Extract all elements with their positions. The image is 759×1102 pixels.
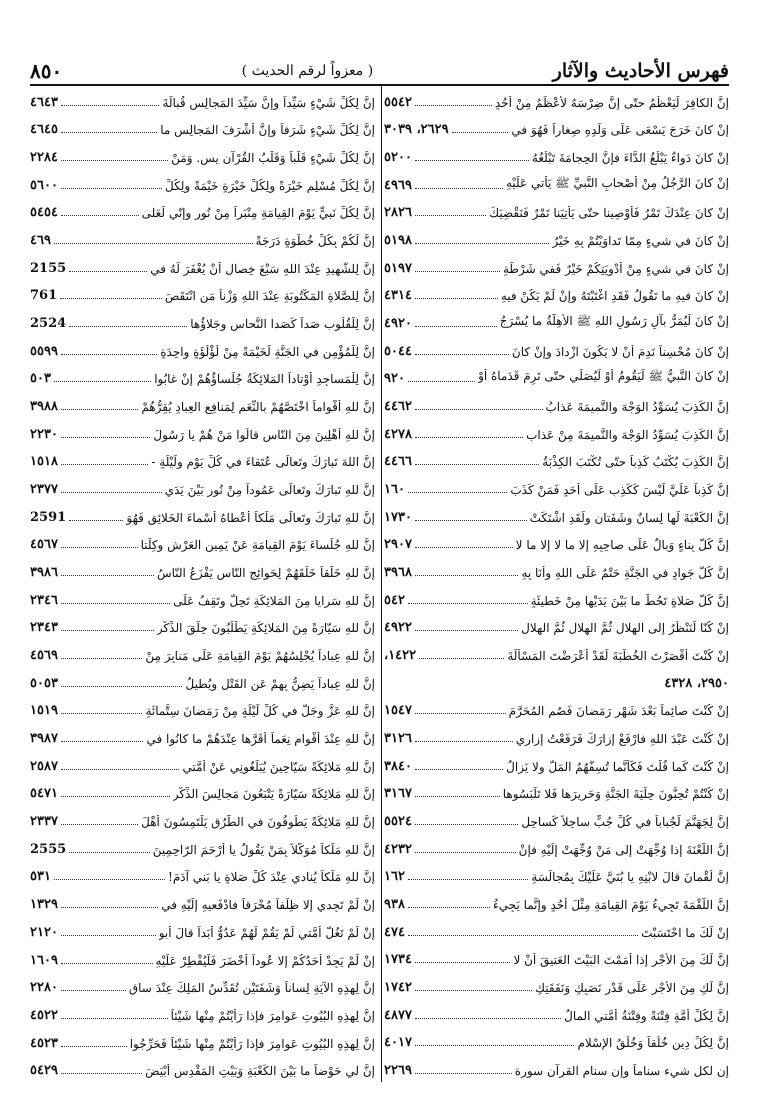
- hadith-number: ٢٣٣٧: [30, 814, 58, 830]
- index-entry: [384, 529, 729, 557]
- hadith-number: ٣٨٤٠: [384, 758, 412, 774]
- index-entry: [384, 833, 729, 861]
- dot-leader: [61, 354, 157, 355]
- header-subtitle: ( معزواً لرقم الحديث ): [241, 63, 374, 79]
- hadith-incipit: إنَّ لِلْقُلُوبِ صَداً كَصَدا النُّحاسِ وجَلاؤُها: [190, 317, 375, 332]
- index-entry: [30, 363, 375, 391]
- index-entry: [384, 418, 729, 446]
- hadith-number: ٤٩٦٩: [384, 177, 412, 193]
- index-entry: [30, 833, 375, 861]
- hadith-number: ٢٢٨٤: [30, 150, 58, 166]
- hadith-number-continuation: [384, 667, 729, 695]
- hadith-number: ٢٩٥٠، ٤٣٢٨: [664, 675, 729, 691]
- dot-leader: [61, 132, 157, 133]
- hadith-number: ١٧٤٢: [384, 980, 412, 995]
- index-entry: [30, 667, 375, 695]
- hadith-incipit: إنَّ كُلَّ صَلاةٍ تَحُطُّ ما بَيْنَ يَدَيْها مِنْ خَطيئَةٍ: [530, 593, 729, 608]
- hadith-number: ١٦٢: [384, 869, 405, 885]
- hadith-number: ١٣٢٩: [30, 897, 58, 913]
- index-entry: [384, 971, 729, 999]
- hadith-incipit: إنْ كُنْتَ أقْصَرْتَ الخُطْبَةَ لَقَدْ أعْرَضْتَ المَسْأَلَةَ: [507, 649, 729, 664]
- index-entry: [30, 722, 375, 750]
- hadith-number: ٥٥٤٢: [384, 94, 412, 110]
- dot-leader: [408, 879, 528, 880]
- hadith-number: ٤٧٤: [384, 924, 405, 940]
- index-entry: [30, 307, 375, 335]
- index-entry: [384, 750, 729, 778]
- index-entry: [30, 1027, 375, 1055]
- hadith-number: ٤٩٢٢: [384, 620, 412, 636]
- hadith-incipit: إنَّ للهِ عَزَّ وجَلَّ في كُلِّ لَيْلَةٍ مِنْ رَمَضانَ سِتَّمائَةِ: [145, 704, 375, 719]
- hadith-incipit: إنَّ لِلْمَساجِدِ أوْتاداً المَلائِكَةُ جُلَساؤُهُمْ إنْ غابُوا: [154, 372, 375, 387]
- index-entry: [384, 307, 729, 335]
- index-entry: [384, 639, 729, 667]
- hadith-number: 761: [30, 288, 58, 304]
- index-entry: [384, 805, 729, 833]
- dot-leader: [60, 298, 162, 299]
- index-entry: [30, 612, 375, 640]
- index-entry: [30, 224, 375, 252]
- dot-leader: [415, 824, 518, 825]
- hadith-incipit: إنْ كانَ في شيءٍ مِنْ أَدْوِيَتِكُمْ خَيْرٌ فَفي شَرْطَةِ: [502, 261, 729, 276]
- hadith-number: 2591: [30, 509, 67, 525]
- hadith-number: 2155: [30, 260, 67, 276]
- hadith-number: ٤٥٢٣: [30, 1035, 58, 1051]
- hadith-incipit: إنَّ لِكُلِّ دِينٍ خُلُقاً وَخُلُقُ الإسْلامِ: [577, 1036, 729, 1051]
- dot-leader: [61, 464, 148, 465]
- index-entry: [384, 363, 729, 391]
- index-entry: [384, 169, 729, 197]
- hadith-number: ٥٢٠٠: [384, 150, 412, 166]
- hadith-incipit: إنْ كانَ عِنْدَكَ تَمْرٌ فَأَوْصِينا حتّى يَأْتِيَنا تَمْرٌ فَنَقْضِيَكَ: [489, 206, 729, 221]
- index-entry: [30, 418, 375, 446]
- dot-leader: [61, 658, 142, 659]
- index-entry: [30, 639, 375, 667]
- hadith-incipit: إنَّ الكَذِبَ يُسَوِّدُ الوَجْهَ والنَّميمَةَ مِنْ عَذابِ: [526, 427, 729, 442]
- dot-leader: [415, 105, 492, 106]
- index-entry: [30, 252, 375, 280]
- hadith-number: ٥٥٢٤: [384, 813, 412, 829]
- hadith-incipit: إنَّ لِلشَّهيدِ عِنْدَ اللهِ سَبْعَ خِصالٍ أنْ يُغْفَرَ لَهُ في: [150, 261, 375, 276]
- dot-leader: [61, 935, 156, 936]
- dot-leader: [419, 658, 504, 659]
- dot-leader: [61, 188, 162, 189]
- hadith-incipit: إن لكل شيء سناماً وإن سنام القرآن سورة: [514, 1064, 729, 1079]
- index-entry: [384, 141, 729, 169]
- hadith-number: ٤٥٢٢: [30, 1007, 58, 1023]
- hadith-incipit: إنَّ الكَعْبَةَ لَها لِسانٌ وشَفَتانِ ولَقَدِ اشْتَكَتْ: [529, 510, 729, 525]
- hadith-incipit: إنَّ لِلصَّلاةِ المَكْتُوبَةِ عِنْدَ اللهِ وَزْناً مَنِ انْتَقَصَ: [164, 289, 375, 304]
- dot-leader: [408, 935, 638, 936]
- index-entry: [30, 999, 375, 1027]
- dot-leader: [69, 326, 187, 327]
- hadith-incipit: إنَّ الكَذِبَ يُسَوِّدُ الوَجْهَ والنَّميمَةَ عَذابُ: [545, 400, 729, 415]
- dot-leader: [61, 769, 180, 770]
- dot-leader: [452, 132, 509, 133]
- hadith-incipit: إنَّ كُلَّ جَوادٍ في الجَنَّةِ حَتْمٌ عَلَى اللهِ وأنَا بِهِ: [521, 566, 729, 581]
- hadith-number: ٥٠٤٤: [384, 343, 412, 359]
- dot-leader: [69, 852, 150, 853]
- hadith-incipit: إنْ كانَ النَّبيُّ ﷺ لَيَقُومُ أَوْ لَيُصَلِّي حتّى تَرِمَ قَدَماهُ أَوْ: [478, 369, 729, 384]
- dot-leader: [61, 215, 139, 216]
- hadith-number: ٥١٩٨: [384, 233, 412, 249]
- dot-leader: [61, 1073, 142, 1074]
- hadith-incipit: إنَّ للهِ مَلَكاً يُنادي عِنْدَ كُلِّ صَلاةٍ يا بَني آدَمَ!: [168, 870, 375, 885]
- hadith-incipit: إنَّ لَكَ مِنَ الأجْرِ إذا أمَمْتَ البَيْتَ العَتيقَ أنْ لا: [513, 953, 729, 968]
- index-entry: [384, 197, 729, 225]
- hadith-incipit: إنَّ لِهذِهِ الآيَةِ لِساناً وَشَفَتَيْنِ تُقَدِّسُ المَلِكَ عِنْدَ ساقِ: [128, 981, 375, 996]
- hadith-number: ٣١٦٧: [384, 786, 412, 802]
- hadith-number: ٥٠٣: [30, 371, 51, 387]
- dot-leader: [415, 741, 513, 742]
- index-entry: [30, 501, 375, 529]
- hadith-number: ١٥١٩: [30, 703, 58, 719]
- hadith-incipit: إنَّ للهِ أقْواماً اخْتَصَّهُمْ بالنِّعَمِ لِمَنافِعِ العِبادِ يُقِرُّهُمْ: [141, 400, 375, 415]
- hadith-incipit: إنَّ للهِ خَلْقاً خَلَقَهُمْ لِحَوائِجِ النّاسِ يَفْزَعُ النّاسُ: [156, 566, 375, 581]
- index-entry: [384, 916, 729, 944]
- hadith-incipit: إنَّ اللهَ تَبارَكَ وتَعالَى عُتَقاءَ في كُلِّ يَوْمٍ ولَيْلَةٍ -: [151, 455, 375, 470]
- hadith-incipit: إنْ كانَ لَيُمَرُّ بآلِ رَسُولِ اللهِ ﷺ الأَهِلَّةُ ما يُسْرَجُ: [499, 314, 729, 329]
- hadith-number: ٢٢٨٠: [30, 980, 58, 996]
- index-entry: [384, 944, 729, 972]
- index-entry: [30, 473, 375, 501]
- index-entry: [30, 390, 375, 418]
- dot-leader: [61, 1018, 168, 1019]
- dot-leader: [415, 160, 529, 161]
- index-entry: [30, 1055, 375, 1083]
- hadith-number: ١٧٣٤: [384, 952, 412, 968]
- hadith-number: ٤٥٦٧: [30, 537, 58, 553]
- dot-leader: [61, 575, 154, 576]
- index-entry: [384, 695, 729, 723]
- dot-leader: [61, 105, 160, 106]
- dot-leader: [415, 575, 519, 576]
- hadith-incipit: إنَّ لَكُمْ بِكُلِّ خُطْوَةٍ دَرَجَةً: [255, 234, 375, 249]
- hadith-incipit: إنَّ للهِ عِباداً يَضِنُّ بِهِمْ عَنِ القَتْلِ ويُطيلُ: [185, 676, 375, 691]
- hadith-incipit: إنَّ كُلَّ بِناءٍ وَبالٌ عَلَى صاحِبِهِ إلا ما لا إلا ما لا: [515, 538, 729, 553]
- dot-leader: [408, 492, 507, 493]
- dot-leader: [415, 464, 539, 465]
- dot-leader: [61, 603, 170, 604]
- hadith-number: ٥٥٩٩: [30, 343, 58, 359]
- hadith-number: ٥٤٧١: [30, 786, 58, 802]
- hadith-number: ٣١٢٦: [384, 730, 412, 746]
- hadith-incipit: إنَّ لِكُلِّ مُسْلِمٍ خَيْرَةً ولِكُلِّ خَيْرَةٍ خَيْمَةً ولِكُلِّ: [165, 178, 375, 193]
- hadith-incipit: إنْ لَمْ تَجِدي إلا ظِلْفاً مُحْرَقاً فادْفَعيهِ إلَيْهِ في: [161, 898, 375, 913]
- index-entry: [30, 888, 375, 916]
- left-column: [30, 86, 375, 1082]
- hadith-number: ٢١٢٠: [30, 924, 58, 940]
- index-entry: [384, 556, 729, 584]
- hadith-number: ١٦٠: [384, 482, 405, 498]
- index-entry: [30, 86, 375, 114]
- hadith-number: ٢٢٦٩: [384, 1063, 412, 1079]
- dot-leader: [415, 990, 532, 991]
- hadith-incipit: إنَّ للهِ تَبارَكَ وتَعالَى عَمُوداً مِنْ نُورٍ بَيْنَ يَدَي: [164, 483, 375, 498]
- hadith-number: ٥١٩٧: [384, 260, 412, 276]
- dot-leader: [61, 1046, 127, 1047]
- index-entry: [384, 280, 729, 308]
- hadith-number: ٤٣١٤: [384, 288, 412, 304]
- dot-leader: [61, 713, 143, 714]
- dot-leader: [69, 520, 123, 521]
- hadith-incipit: إنَّ اللُّقْمَةَ تَجِيءُ يَوْمَ القِيامَةِ مِثْلَ أُحُدٍ وإنَّما يَجِيءُ: [493, 897, 729, 912]
- dot-leader: [415, 326, 497, 327]
- hadith-incipit: إنْ كُنّا لَنَنْظُرُ إلى الهِلالِ ثُمَّ الهِلالِ ثُمَّ الهِلالِ: [521, 621, 729, 636]
- hadith-number: ٢٢٣٠: [30, 426, 58, 442]
- index-entry: [30, 197, 375, 225]
- index-entry: [30, 861, 375, 889]
- hadith-incipit: إنْ كانَ فيهِ ما تَقُولُ فَقَدِ اغْتَبْتَهُ وإنْ لَمْ يَكُنْ فيهِ: [500, 289, 729, 304]
- dot-leader: [415, 852, 516, 853]
- dot-leader: [415, 1018, 561, 1019]
- hadith-incipit: إنَّ للهِ مَلائِكَةً يَطُوفُونَ في الطُّرُقِ يَلْتَمِسُونَ أهْلَ: [141, 815, 375, 830]
- index-entry: [384, 390, 729, 418]
- dot-leader: [54, 879, 165, 880]
- column-divider: [381, 86, 382, 1082]
- hadith-incipit: إنَّ لُقْمانَ قالَ لابْنِهِ يا بُنَيَّ عَلَيْكَ بِمُجالَسَةِ: [531, 870, 729, 885]
- hadith-incipit: إنَّ لِكُلِّ نَبيٍّ يَوْمَ القِيامَةِ مِنْبَراً مِنْ نُورٍ وإنّي لَعَلى: [141, 206, 375, 221]
- index-entry: [30, 972, 375, 1000]
- page-header: [30, 58, 729, 84]
- hadith-number: ١٥٤٧: [384, 703, 412, 719]
- index-entry: [384, 1054, 729, 1082]
- hadith-number: ٣٩٨٧: [30, 731, 58, 747]
- dot-leader: [415, 547, 513, 548]
- hadith-incipit: إنَّ للهِ سَيّارَةً مِنَ المَلائِكَةِ يَطْلُبُونَ حِلَقَ الذِّكْرِ: [156, 621, 375, 636]
- hadith-incipit: إنْ كانَ في شيءٍ مِمّا تَداوَيْتُمْ بِهِ خَيْرٌ: [552, 234, 729, 249]
- dot-leader: [408, 603, 528, 604]
- dot-leader: [415, 1073, 512, 1074]
- hadith-incipit: إنَّ للهِ مَلائِكَةً سَيّاحِينَ يُبَلِّغُونِي عَنْ أُمَّتي: [182, 759, 375, 774]
- index-entry: [30, 141, 375, 169]
- hadith-incipit: إنَّ كَذِباً عَلَيَّ لَيْسَ كَكَذِبٍ عَلَى أحَدٍ فَمَنْ كَذَبَ: [510, 483, 729, 498]
- hadith-incipit: إنَّ الكَذِبَ يُكْتَبُ كَذِباً حتّى تُكْتَبَ الكِذْبَةُ: [542, 455, 729, 470]
- dot-leader: [415, 298, 498, 299]
- index-entry: [30, 114, 375, 142]
- hadith-number: 2555: [30, 841, 67, 857]
- index-entry: [30, 805, 375, 833]
- index-entry: [384, 473, 729, 501]
- hadith-incipit: إنَّ للهِ أهْلِينَ مِنَ النّاسِ قالُوا مَنْ هُمْ يا رَسُولَ: [153, 427, 375, 442]
- hadith-number: ٥٤٢٩: [30, 1063, 58, 1079]
- index-entry: [30, 556, 375, 584]
- hadith-number: ٥٦٠٠: [30, 177, 58, 193]
- dot-leader: [415, 243, 549, 244]
- hadith-number: ٢٣٧٧: [30, 482, 58, 498]
- dot-leader: [408, 381, 475, 382]
- hadith-incipit: إنَّ لِكُلِّ شَيْءٍ قَلْباً وَقَلْبُ القُرْآنِ يس. وَمَنْ: [171, 151, 375, 166]
- hadith-number: ٤٤٦٢: [384, 399, 412, 415]
- hadith-number: ٤٥٦٩: [30, 648, 58, 664]
- page-number: ٨٥٠: [30, 59, 63, 83]
- dot-leader: [61, 409, 138, 410]
- dot-leader: [415, 713, 506, 714]
- hadith-incipit: إنَّ للهِ سَرايا مِنَ المَلائِكَةِ تَحِلُّ وتَقِفُ عَلَى: [173, 593, 375, 608]
- dot-leader: [54, 381, 151, 382]
- hadith-number: ٤٦٤٣: [30, 94, 58, 110]
- index-entry: [30, 695, 375, 723]
- hadith-number: ٢٣٤٣: [30, 620, 58, 636]
- hadith-number: ٢٨٢٦: [384, 205, 412, 221]
- index-entry: [384, 1027, 729, 1055]
- dot-leader: [415, 962, 511, 963]
- hadith-incipit: إنَّ لِكُلِّ أُمَّةٍ فِتْنَةً وفِتْنَةُ أُمَّتي المالُ: [564, 1008, 729, 1023]
- index-entry: [384, 86, 729, 114]
- hadith-incipit: إنْ كانَ دَواءٌ يَبْلُغُ الدَّاءَ فإنَّ الحِجامَةَ تَبْلُغُهُ: [531, 151, 729, 166]
- dot-leader: [61, 907, 158, 908]
- hadith-incipit: إنْ كانَ الرَّجُلُ مِنْ أصْحابِ النَّبيِّ ﷺ يَأْتي عَلَيْهِ: [505, 175, 729, 190]
- dot-leader: [61, 963, 153, 964]
- hadith-incipit: إنْ كُنْتَ كَما قُلْتَ فَكَأَنَّما تُسِفُّهُمُ المَلَّ ولا يَزالُ: [506, 759, 729, 774]
- index-entry: [384, 335, 729, 363]
- index-entry: [384, 224, 729, 252]
- index-entry: [30, 280, 375, 308]
- index-entry: [384, 612, 729, 640]
- dot-leader: [61, 160, 168, 161]
- hadith-number: ١٦٠٩: [30, 952, 58, 968]
- right-column: [384, 86, 729, 1082]
- hadith-number: ٩٢٠: [384, 371, 405, 387]
- hadith-number: ٥٤٥٤: [30, 205, 58, 221]
- index-entry: [384, 999, 729, 1027]
- hadith-number: ٣٩٨٦: [30, 565, 58, 581]
- index-entry: [30, 169, 375, 197]
- dot-leader: [61, 796, 170, 797]
- index-entry: [384, 114, 729, 142]
- hadith-number: ٤٢٣٢: [384, 841, 412, 857]
- hadith-number: ٤٦٤٥: [30, 122, 58, 138]
- hadith-number: 2524: [30, 316, 67, 332]
- hadith-incipit: إنْ لَمْ يَجِدْ أحَدُكُمْ إلا عُوداً أخْضَرَ فَلْيُفْطِرْ عَلَيْهِ: [155, 953, 375, 968]
- dot-leader: [54, 243, 253, 244]
- dot-leader: [415, 271, 500, 272]
- hadith-number: ٤٦٩: [30, 233, 51, 249]
- hadith-incipit: إنَّ للهِ جُلَساءَ يَوْمَ القِيامَةِ عَنْ يَمِينِ العَرْشِ وكِلْتا: [140, 538, 375, 553]
- hadith-number: ٢٥٨٧: [30, 758, 58, 774]
- index-entry: [384, 501, 729, 529]
- hadith-incipit: إنَّ لي حَوْضاً ما بَيْنَ الكَعْبَةِ وَبَيْتِ المَقْدِسِ أبْيَضَ: [145, 1064, 375, 1079]
- hadith-number: ٤٤٦٦: [384, 454, 412, 470]
- dot-leader: [408, 907, 490, 908]
- hadith-number: ١٧٣٠: [384, 509, 412, 525]
- dot-leader: [415, 520, 527, 521]
- hadith-incipit: إنَّ للهِ عِنْدَ أقْوامٍ نِعَماً أقَرَّها عِنْدَهُمْ ما كانُوا في: [146, 732, 375, 747]
- hadith-number: ٢٦٢٩، ٣٠٣٩: [384, 122, 449, 138]
- dot-leader: [61, 686, 183, 687]
- dot-leader: [69, 271, 147, 272]
- hadith-number: ٥٣١: [30, 869, 51, 885]
- index-entry: [384, 446, 729, 474]
- hadith-number: ٥٤٢: [384, 592, 405, 608]
- index-entry: [30, 778, 375, 806]
- index-entry: [30, 750, 375, 778]
- hadith-number: ٣٩٨٨: [30, 399, 58, 415]
- dot-leader: [61, 741, 144, 742]
- dot-leader: [415, 409, 543, 410]
- hadith-incipit: إنَّ للهِ مَلائِكَةً سَيّارَةً يَتْبَعُونَ مَجالِسَ الذِّكْرِ: [172, 787, 375, 802]
- dot-leader: [415, 437, 523, 438]
- hadith-incipit: إنْ كانَ مُحْسِناً نَدِمَ أنْ لا يَكُونَ ازْدادَ وإنْ كانَ: [511, 344, 729, 359]
- hadith-incipit: إنَّ لِهذِهِ البُيُوتِ عَوامِرَ فإذا رَأَيْتُمْ مِنْها شَيْئاً: [170, 1008, 375, 1023]
- hadith-number: ٤٢٧٨: [384, 426, 412, 442]
- index-entry: [384, 861, 729, 889]
- dot-leader: [415, 215, 486, 216]
- hadith-number: ٤٨٧٧: [384, 1007, 412, 1023]
- hadith-number: ١٤٢٢،: [384, 648, 417, 664]
- hadith-number: ٩٣٨: [384, 896, 405, 912]
- index-entry: [384, 888, 729, 916]
- index-entry: [30, 335, 375, 363]
- hadith-number: ٢٣٤٦: [30, 592, 58, 608]
- hadith-incipit: إنْ لَمْ تَغُلَّ أُمَّتي لَمْ يَقُمْ لَهُمْ عَدُوٌّ أبَداً قالَ أبو: [158, 925, 375, 940]
- index-entry: [384, 722, 729, 750]
- hadith-number: ٥٠٥٣: [30, 675, 58, 691]
- hadith-incipit: إنَّ للهِ تَبارَكَ وتَعالَى مَلَكاً أعْطاهُ أسْماءَ الخَلائِقِ فَهُوَ: [126, 510, 375, 525]
- hadith-incipit: إنْ كُنْتَ صائِماً بَعْدَ شَهْرِ رَمَضانَ فَصُمِ المُحَرَّمَ: [508, 704, 729, 719]
- hadith-number: ١٥١٨: [30, 454, 58, 470]
- hadith-number: ٤٠١٧: [384, 1035, 412, 1051]
- hadith-incipit: إنَّ للهِ عِباداً يُجْلِسُهُمْ يَوْمَ القِيامَةِ عَلَى مَنابِرَ مِنْ: [145, 649, 375, 664]
- hadith-incipit: إنَّ اللَّعْنَةَ إذا وُجِّهَتْ إلى مَنْ وُجِّهَتْ إلَيْهِ فإنْ: [518, 842, 729, 857]
- hadith-incipit: إنْ كانَ خَرَجَ يَسْعَى عَلَى وَلَدِهِ صِغاراً فَهُوَ في: [511, 123, 729, 138]
- index-entry: [30, 446, 375, 474]
- hadith-incipit: إنَّ لِكُلِّ شَيْءٍ سَيِّداً وإنَّ سَيِّدَ المَجالِسِ قُبالَةَ: [162, 95, 375, 110]
- hadith-number: ٣٩٦٨: [384, 565, 412, 581]
- hadith-number: ٤٩٢٠: [384, 316, 412, 332]
- index-entry: [384, 778, 729, 806]
- hadith-incipit: إنْ كُنْتَ عَبْدَ اللهِ فارْفَعْ إزارَكَ فَرَفَعْتُ إزاري: [515, 731, 729, 746]
- hadith-number: ٢٩٠٧: [384, 537, 412, 553]
- dot-leader: [61, 990, 126, 991]
- index-entry: [30, 916, 375, 944]
- dot-leader: [61, 630, 154, 631]
- hadith-incipit: إنَّ للهِ مَلَكاً مُوَكَّلاً بِمَنْ يَقُولُ يا أرْحَمَ الرّاحِمِينَ: [152, 842, 375, 857]
- hadith-incipit: إنَّ لِجَهَنَّمَ لَجُباباً في كُلِّ جُبٍّ ساحِلاً كَساحِلِ: [521, 814, 729, 829]
- dot-leader: [415, 354, 509, 355]
- dot-leader: [415, 796, 500, 797]
- hadith-incipit: إنَّ الكافِرَ لَيَعْظُمُ حتّى إنَّ ضِرْسَهُ لأعْظَمُ مِنْ أُحُدٍ: [494, 95, 729, 110]
- dot-leader: [61, 492, 162, 493]
- dot-leader: [61, 824, 138, 825]
- dot-leader: [415, 630, 518, 631]
- dot-leader: [415, 1045, 575, 1046]
- index-entry: [30, 529, 375, 557]
- hadith-incipit: إنْ كُنْتُمْ تُحِبُّونَ حِلْيَةَ الجَنَّةِ وَحَريرَها فَلا تَلْبَسُوها: [502, 787, 729, 802]
- hadith-incipit: إنَّ لِكُلِّ شَيْءٍ شَرَفاً وإنَّ أشْرَفَ المَجالِسِ ما: [160, 123, 375, 138]
- hadith-incipit: إنَّ لِهذِهِ البُيُوتِ عَوامِرَ فإذا رَأَيْتُمْ مِنْها شَيْئاً فَحَرِّجُوا: [129, 1036, 375, 1051]
- index-entry: [384, 252, 729, 280]
- index-entry: [30, 944, 375, 972]
- dot-leader: [415, 769, 503, 770]
- index-entry: [384, 584, 729, 612]
- running-title: فهرس الأحاديث والآثار: [552, 60, 729, 82]
- dot-leader: [415, 188, 503, 189]
- hadith-incipit: إنَّ لِلْمُؤْمِنِ في الجَنَّةِ لَخَيْمَةً مِنْ لُؤْلُؤَةٍ واحِدَةٍ: [160, 344, 375, 359]
- dot-leader: [61, 547, 138, 548]
- index-entry: [30, 584, 375, 612]
- dot-leader: [61, 437, 150, 438]
- hadith-incipit: إنَّ لَكِ مِنَ الأجْرِ عَلَى قَدْرِ نَصَبِكِ وَنَفَقَتِكِ: [535, 981, 729, 995]
- hadith-incipit: إنْ لَكَ ما احْتَسَبْتَ: [641, 925, 729, 940]
